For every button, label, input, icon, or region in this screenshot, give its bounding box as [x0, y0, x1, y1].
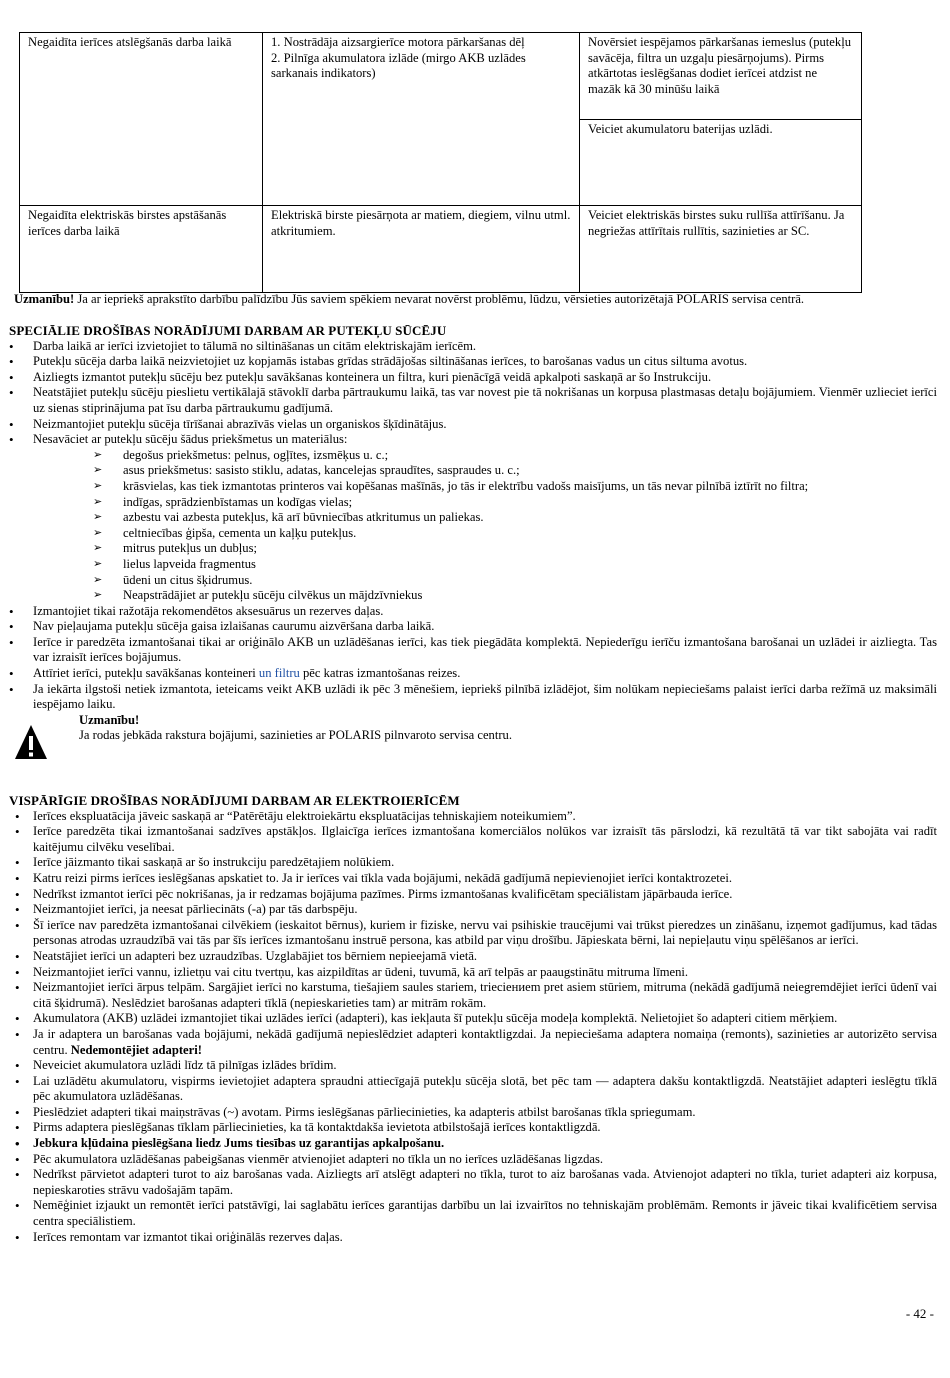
list-item: • Jebkura kļūdaina pieslēgšana liedz Jums tiesības uz garantijas apkalpošanu. [9, 1136, 937, 1152]
bullet-list [9, 809, 937, 1246]
list-item: • Neizmantojiet ierīci, ja neesat pārliecināts (-a) par tās darbspēju. [9, 902, 937, 918]
list-item: • Nesavāciet ar putekļu sūcēju šādus priekšmetus un materiālus: ➢ degošus priekšmetus: pelnus, ogļītes, izsmēķus u. c.; ➢ asus priekšmetus: sasisto stiklu, adatas, kancelejas spraudītes, saspraudes u. c.; ➢ krāsvielas, kas tiek izmantotas printeros vai kopēšanas mašīnās, jo tās ir elektrību vadošs maisījums, un tās nevar pilnībā iztīrīt no filtra; ➢ indīgas, sprādzienbīstamas un kodīgas vielas; ➢ azbestu vai azbesta putekļus, kā arī būvniecības atkritumus un paliekas. ➢ celtniecības ģipša, cementa un kaļķu putekļus. ➢ mitrus putekļus un dubļus; ➢ lielus lapveida fragmentus ➢ ūdeni un citus šķidrumus. ➢ Neapstrādājiet ar putekļu sūcēju cilvēkus un mājdzīvniekus [9, 432, 937, 604]
list-item: • Neveiciet akumulatora uzlādi līdz tā pilnīgas izlādes brīdim. [9, 1058, 937, 1074]
general-safety-section [9, 793, 937, 1245]
list-item: • Nedrīkst izmantot ierīci pēc nokrišanas, ja ir redzamas bojājuma pazīmes. Pirms izmantošanas kvalificētam speciālistam jāpārbauda ierīce. [9, 887, 937, 903]
sub-list-item: ➢ asus priekšmetus: sasisto stiklu, adatas, kancelejas spraudītes, saspraudes u. c.; [93, 463, 937, 479]
table-row [20, 206, 862, 293]
list-item: • Neatstājiet ierīci un adapteri bez uzraudzības. Uzglabājiet tos bērniem nepieejamā vietā. [9, 949, 937, 965]
list-item: • Ierīce ir paredzēta izmantošanai tikai ar oriģinālo AKB un uzlādēšanas ierīci, kas tiek piegādāta komplektā. Nepiederīgu ierīču izmantošana barošanai un uzlādei ir aizliegta. Tas var izraisīt ierīces bojājumus. [9, 635, 937, 666]
section-heading: SPECIĀLIE DROŠĪBAS NORĀDĪJUMI DARBAM AR PUTEKĻU SŪCĒJU [9, 323, 447, 338]
list-item: • Ierīce paredzēta tikai izmantošanai sadzīves apstākļos. Ilglaicīga ierīces izmantošana komerciālos nolūkos var izraisīt tās pārslodzi, kā rezultātā tā var tikt sabojāta vai radīt kaitējumu cilvēku veselībai. [9, 824, 937, 855]
list-item: • Nav pieļaujama putekļu sūcēja gaisa izlaišanas caurumu aizvēršana darba laikā. [9, 619, 937, 635]
solution-cell: Novērsiet iespējamos pārkaršanas iemeslus (putekļu savācēja, filtra un uzgaļu piesārņojums). Pirms atkārtotas ieslēgšanas dodiet ierīcei atdzist ne mazāk kā 30 minūšu laikā [580, 33, 862, 120]
table-row [20, 33, 862, 120]
warning-text: Uzmanību! Ja rodas jebkāda rakstura bojājumi, sazinieties ar POLARIS pilnvaroto servisa centru. [79, 712, 512, 743]
sub-list-item: ➢ indīgas, sprādzienbīstamas un kodīgas vielas; [93, 495, 937, 511]
list-item: • Nedrīkst pārvietot adapteri turot to aiz barošanas vada. Aizliegts arī atslēgt adapteri no tīkla, turot to aiz barošanas vada. Atvienojot adapteri no tīkla, turiet adapteri aiz korpusa, nepieskaroties strāvu vadošajām tapām. [9, 1167, 937, 1198]
sub-list-item: ➢ celtniecības ģipša, cementa un kaļķu putekļus. [93, 526, 937, 542]
list-item: • Nemēģiniet izjaukt un remontēt ierīci patstāvīgi, lai saglabātu ierīces garantijas darbību un lai izvairītos no tehniskajām problēmām. Remonts ir jāveic tikai kvalificētiem servisa centra speciālistiem. [9, 1198, 937, 1229]
sub-list [33, 448, 937, 604]
page-number: - 42 - [905, 1306, 934, 1321]
list-item: • Akumulatora (AKB) uzlādei izmantojiet tikai uzlādes ierīci (adapteri), kas iekļauta šī putekļu sūcēja modeļa komplektā. Nelietojiet šo adapteri citiem mērķiem. [9, 1011, 937, 1027]
list-item: • Pieslēdziet adapteri tikai maiņstrāvas (~) avotam. Pirms ieslēgšanas pārliecinieties, ka adapteris atbilst barošanas tīkla spriegumam. [9, 1105, 937, 1121]
problem-cell: Negaidīta elektriskās birstes apstāšanās ierīces darba laikā [20, 206, 263, 293]
problem-cell: Negaidīta ierīces atslēgšanās darba laikā [20, 33, 263, 206]
sub-list-item: ➢ mitrus putekļus un dubļus; [93, 541, 937, 557]
list-item: • Aizliegts izmantot putekļu sūcēju bez putekļu savākšanas konteinera un filtra, kuri pienācīgā veidā apkalpoti saskaņā ar šo Instrukciju. [9, 370, 937, 386]
list-item: • Šī ierīce nav paredzēta izmantošanai cilvēkiem (ieskaitot bērnus), kuriem ir fiziske, nervu vai psihiskie traucējumi vai trūkst pieredzes un zināšanu, izņemot gadījumus, kad tādas personas atrodas uzraudzībā vai tās par šīs ierīces izmantošanu instruē persona, kas atbild par viņu drošību. Jāpieskata bērni, lai nepieļautu viņu spēlēšanos ar ierīci. [9, 918, 937, 949]
cause-cell: 1. Nostrādāja aizsargierīce motora pārkaršanas dēļ 2. Pilnīga akumulatora izlāde (mirgo AKB uzlādes sarkanais indikators) [263, 33, 580, 206]
list-item: • Neatstājiet putekļu sūcēju pieslietu vertikālajā stāvoklī darba pārtraukumu laikā, tas var novest pie tā nokrišanas un korpusa plastmasas detaļu bojājumiem. Vienmēr uzlieciet ierīci uz sienas stiprinājuma pat īsu darba pārtraukumu gadījumā. [9, 385, 937, 416]
list-item: • Pēc akumulatora uzlādēšanas pabeigšanas vienmēr atvienojiet adapteri no tīkla un no ierīces uzlādēšanas ligzdas. [9, 1152, 937, 1168]
list-item: • Katru reizi pirms ierīces ieslēgšanas apskatiet to. Ja ir ierīces vai tīkla vada bojājumi, nekādā gadījumā nepievienojiet ierīci kontaktrozetei. [9, 871, 937, 887]
warning-triangle-icon [14, 723, 48, 761]
solution-cell: Veiciet elektriskās birstes suku rullīša attīrīšanu. Ja negriežas attīrītais rullītis, sazinieties ar SC. [580, 206, 862, 293]
list-item: • Ja ir adaptera un barošanas vada bojājumi, nekādā gadījumā nepieslēdziet adapteri kontaktligzdai. Ja nepieciešama adaptera nomaiņa (remonts), sazinieties ar autorizēto servisa centru. Nedemontējiet adapteri! [9, 1027, 937, 1058]
troubleshooting-table [19, 32, 862, 293]
list-item: • Neizmantojiet ierīci vannu, izlietņu vai citu tvertņu, kas aizpildītas ar ūdeni, tuvumā, kā arī telpās ar paaugstinātu mitruma līmeni. [9, 965, 937, 981]
list-item: • Lai uzlādētu akumulatoru, vispirms ievietojiet adaptera spraudni attiecīgajā putekļu sūcēja slotā, bet pēc tam — adaptera dakšu kontaktligzdā. Neatstājiet adapteri ieslēgtu tīklā pēc akumulatora uzlādēšanas. [9, 1074, 937, 1105]
sub-list-item: ➢ Neapstrādājiet ar putekļu sūcēju cilvēkus un mājdzīvniekus [93, 588, 937, 604]
list-item: • Darba laikā ar ierīci izvietojiet to tālumā no siltināšanas un citām elektriskajām ierīcēm. [9, 339, 937, 355]
list-item: • Ierīce jāizmanto tikai saskaņā ar šo instrukciju paredzētajiem nolūkiem. [9, 855, 937, 871]
list-item: • Ierīces ekspluatācija jāveic saskaņā ar “Patērētāju elektroiekārtu ekspluatācijas tehniskajiem noteikumiem”. [9, 809, 937, 825]
warning-box [9, 713, 937, 761]
sub-list-item: ➢ ūdeni un citus šķidrumus. [93, 573, 937, 589]
special-safety-section [9, 323, 937, 761]
sub-list-item: ➢ azbestu vai azbesta putekļus, kā arī būvniecības atkritumus un paliekas. [93, 510, 937, 526]
list-item: • Ierīces remontam var izmantot tikai oriģinālās rezerves daļas. [9, 1230, 937, 1246]
list-item: • Attīriet ierīci, putekļu savākšanas konteineri un filtru pēc katras izmantošanas reizes. [9, 666, 937, 682]
list-item: • Izmantojiet tikai ražotāja rekomendētos aksesuārus un rezerves daļas. [9, 604, 937, 620]
solution-cell: Veiciet akumulatoru baterijas uzlādi. [580, 119, 862, 206]
section-heading: VISPĀRĪGIE DROŠĪBAS NORĀDĪJUMI DARBAM AR ELEKTROIERĪCĒM [9, 793, 460, 808]
list-item: • Neizmantojiet ierīci ārpus telpām. Sargājiet ierīci no karstuma, tiešajiem saules stariem, trieciениem pret asiem stūriem, mitruma (nekādā gadījumā neiegremdējiet ierīci ūdenī vai citā šķidrumā). Neslēdziet barošanas adapteri tīklā (nepieskarieties tam) ar mitrām rokām. [9, 980, 937, 1011]
sub-list-item: ➢ lielus lapveida fragmentus [93, 557, 937, 573]
sub-list-item: ➢ degošus priekšmetus: pelnus, ogļītes, izsmēķus u. c.; [93, 448, 937, 464]
list-item: • Neizmantojiet putekļu sūcēja tīrīšanai abrazīvās vielas un organiskos šķīdinātājus. [9, 417, 937, 433]
list-item: • Putekļu sūcēja darba laikā neizvietojiet uz kopjamās istabas grīdas strādājošas siltināšanas ierīces, to barošanas vadus un citus siltuma avotus. [9, 354, 937, 370]
cause-cell: Elektriskā birste piesārņota ar matiem, diegiem, vilnu utml. atkritumiem. [263, 206, 580, 293]
list-item: • Pirms adaptera pieslēgšanas tīklam pārliecinieties, ka tā kontaktdakša ievietota atbilstošajā ierīces kontaktligzdā. [9, 1120, 937, 1136]
bullet-list [9, 339, 937, 713]
sub-list-item: ➢ krāsvielas, kas tiek izmantotas printeros vai kopēšanas mašīnās, jo tās ir elektrību vadošs maisījums, un tās nevar pilnībā iztīrīt no filtra; [93, 479, 937, 495]
service-note: Uzmanību! Ja ar iepriekš aprakstīto darbību palīdzību Jūs saviem spēkiem nevarat novērst problēmu, lūdzu, vērsieties autorizētajā POLARIS servisa centrā. [14, 292, 805, 306]
list-item: • Ja iekārta ilgstoši netiek izmantota, ieteicams veikt AKB uzlādi ik pēc 3 mēnešiem, iepriekš pilnībā izlādējot, šim nolūkam nepieciešams palaist ierīci darba režīmā uz maksimāli iespējamo laiku. [9, 682, 937, 713]
